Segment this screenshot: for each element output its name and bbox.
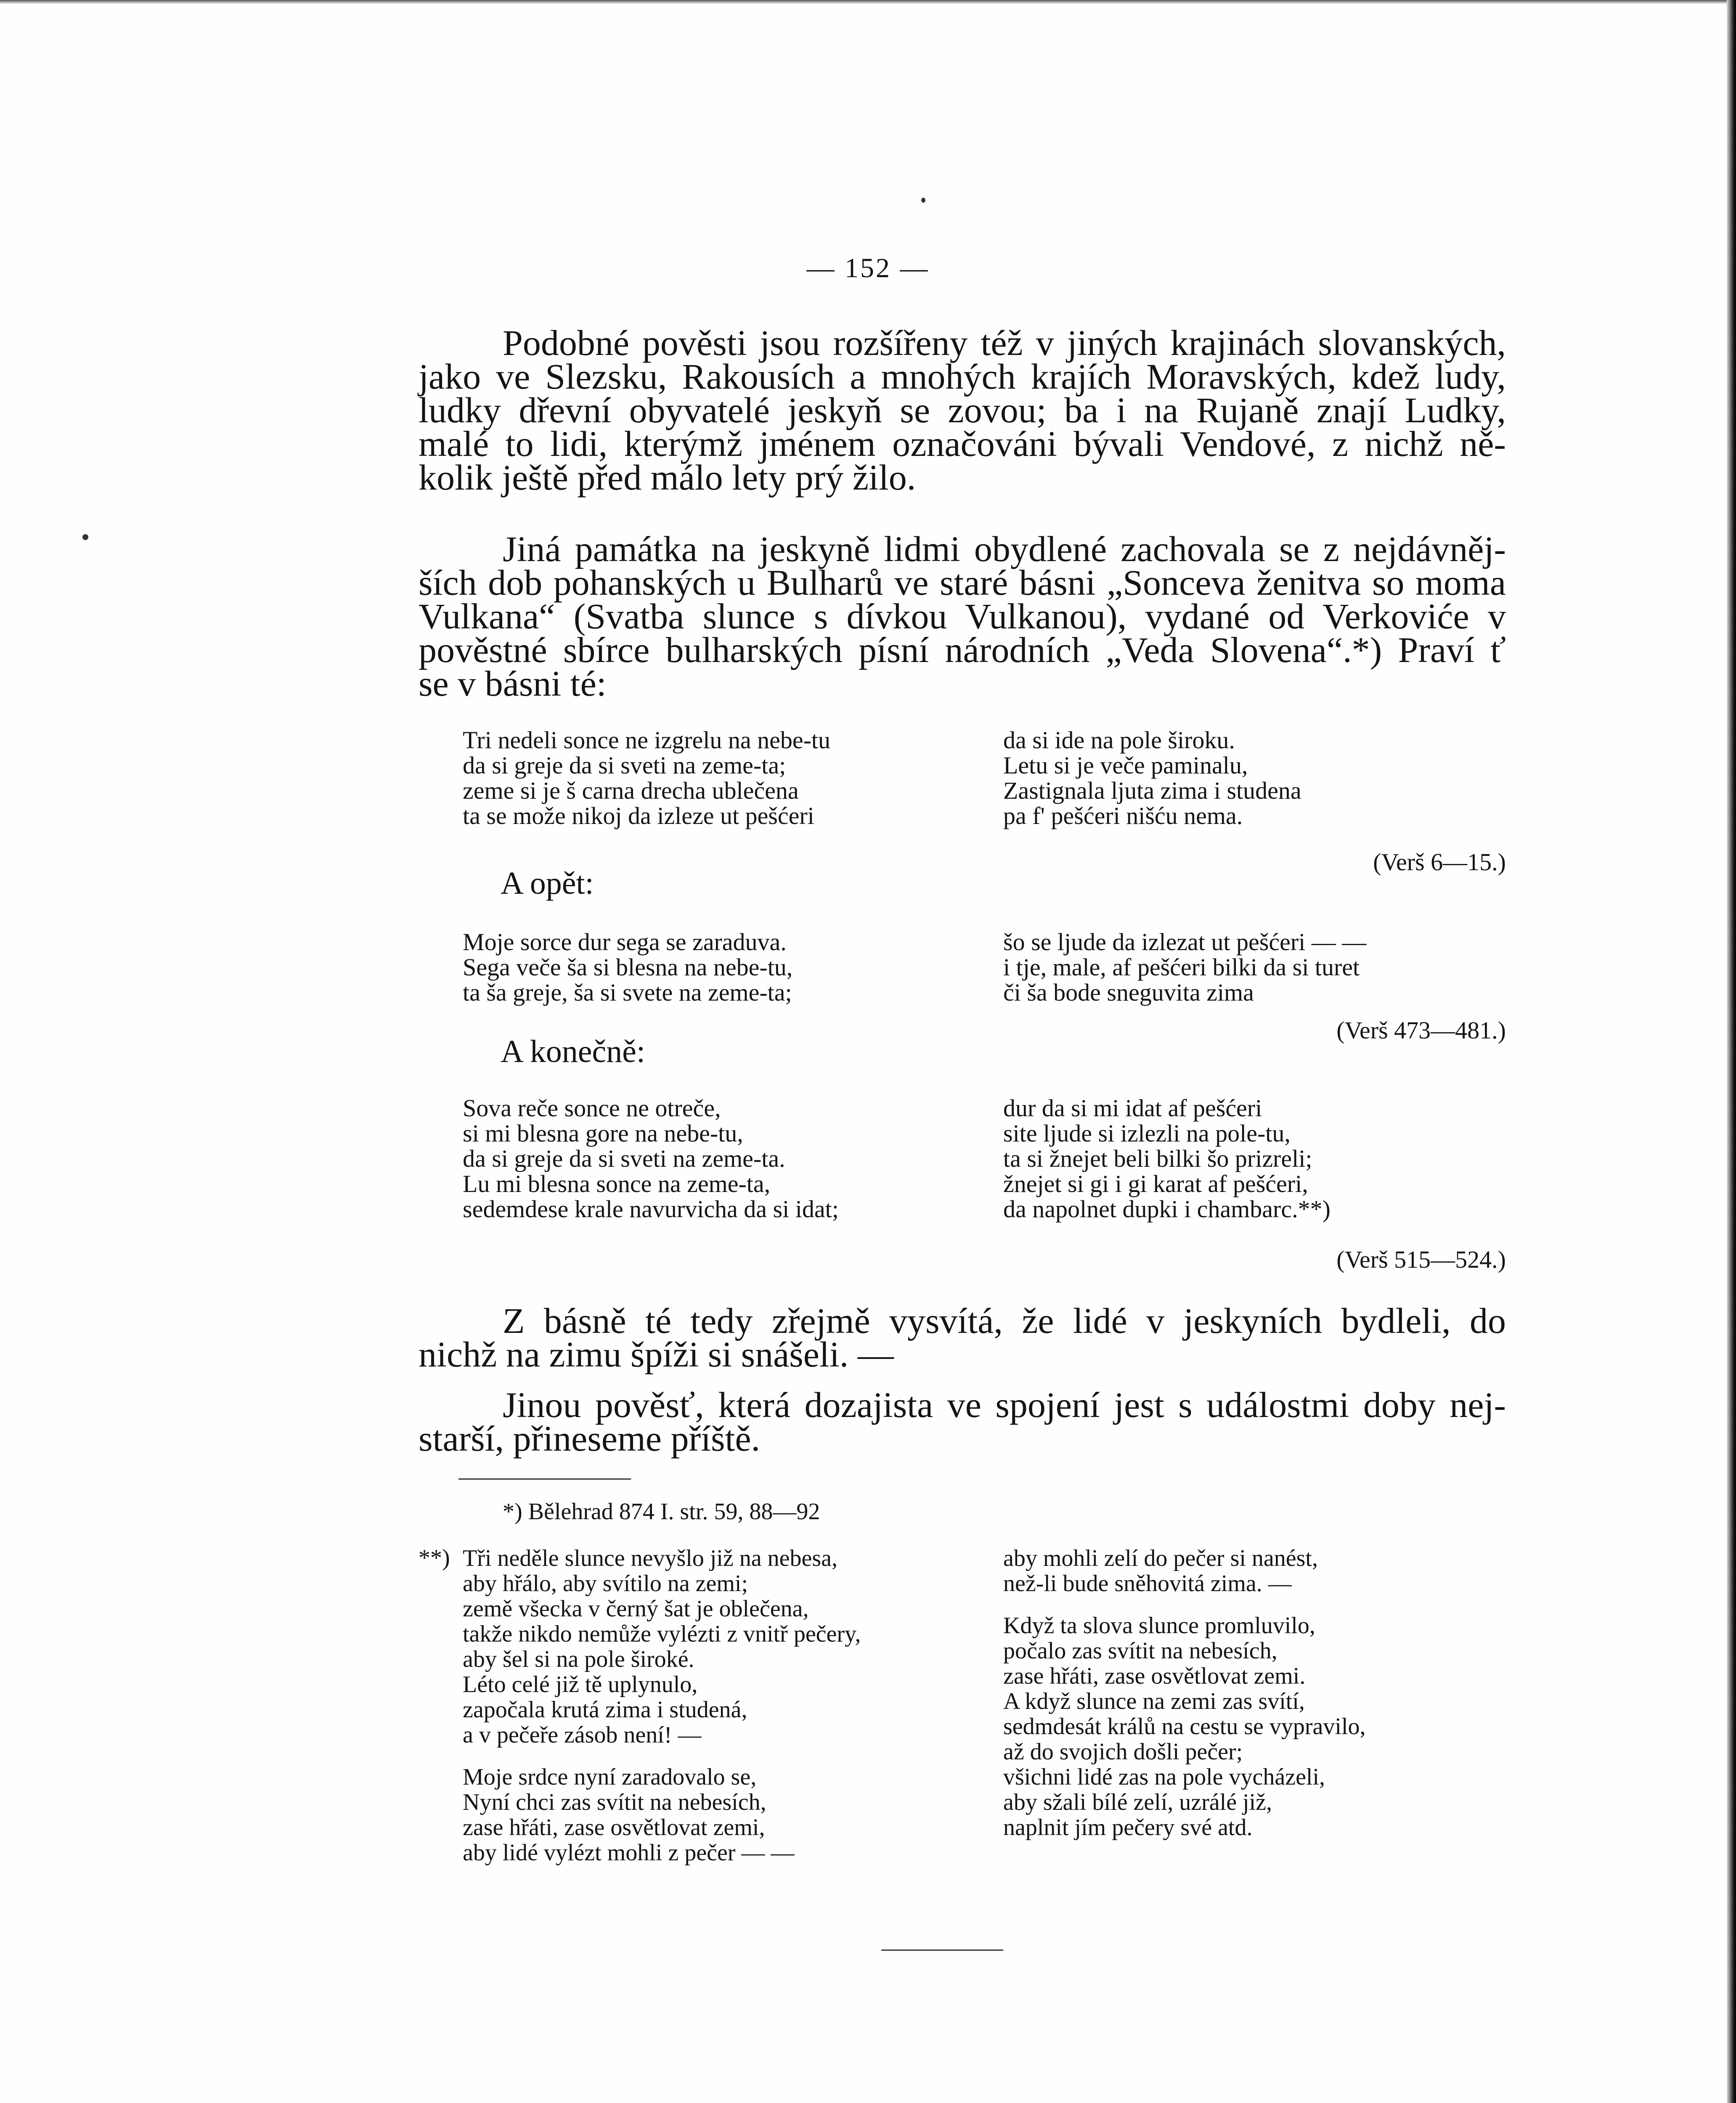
translation-line: Když ta slova slunce promluvilo, bbox=[1003, 1613, 1315, 1639]
translation-line: aby lidé vylézt mohli z pečer — — bbox=[463, 1840, 795, 1866]
verse-line: pa f' pešćeri nišću nema. bbox=[1003, 802, 1243, 829]
translation-line: počalo zas svítit na nebesích, bbox=[1003, 1638, 1277, 1664]
verse-line: ta se može nikoj da izleze ut pešćeri bbox=[463, 802, 814, 829]
footnote-rule bbox=[459, 1478, 631, 1480]
translation-line: aby mohli zelí do pečer si nanést, bbox=[1003, 1545, 1318, 1571]
text-line: Z básně té tedy zřejmě vysvítá, že lidé v jeskyních bydleli, do bbox=[503, 1300, 1506, 1341]
translation-line: země všecka v černý šat je oblečena, bbox=[463, 1596, 809, 1622]
translation-line: A když slunce na zemi zas svítí, bbox=[1003, 1688, 1305, 1714]
text-line: Vulkana“ (Svatba slunce s dívkou Vulkanou), vydané od Verkoviće v bbox=[419, 596, 1506, 636]
paragraph-1 bbox=[419, 323, 1506, 498]
verse-line: site ljude si izlezli na pole-tu, bbox=[1003, 1120, 1291, 1147]
translation-line: Léto celé již tě uplynulo, bbox=[463, 1671, 698, 1698]
verse-line: sedemdese krale navurvicha da si idat; bbox=[463, 1195, 839, 1223]
verse-line: si mi blesna gore na nebe-tu, bbox=[463, 1120, 743, 1147]
verse-line: Tri nedeli sonce ne izgrelu na nebe-tu bbox=[463, 726, 831, 754]
text-line: Jiná památka na jeskyně lidmi obydlené zachovala se z nejdávněj- bbox=[503, 529, 1506, 569]
translation-line: a v pečeře zásob není! — bbox=[463, 1722, 702, 1748]
text-line: pověstné sbírce bulharských písní národních „Veda Slovena“.*) Praví ť bbox=[419, 630, 1506, 670]
verse-line: da si greje da si sveti na zeme-ta; bbox=[463, 752, 786, 779]
verse-line: Sova reče sonce ne otreče, bbox=[463, 1094, 721, 1122]
footnote-2-marker: **) bbox=[419, 1545, 450, 1571]
verse-line: Moje sorce dur sega se zaraduva. bbox=[463, 928, 787, 956]
scan-speck bbox=[921, 198, 925, 203]
verse-line: žnejet si gi i gi karat af pešćeri, bbox=[1003, 1170, 1308, 1197]
footnote-2-left bbox=[463, 1546, 861, 1865]
verse-2-right bbox=[1003, 930, 1366, 1005]
verse-1-left bbox=[463, 728, 830, 829]
verse-line: Zastignala ljuta zima i studena bbox=[1003, 777, 1301, 804]
scan-edge-right bbox=[1727, 0, 1736, 2103]
verse-1-reference: (Verš 6—15.) bbox=[1373, 848, 1506, 876]
paragraph-4 bbox=[419, 1385, 1506, 1459]
text-line: se v básni té: bbox=[419, 663, 607, 704]
paragraph-2 bbox=[419, 529, 1506, 704]
text-line: Podobné pověsti jsou rozšířeny též v jiných krajinách slovanských, bbox=[503, 323, 1506, 363]
translation-line: aby sžali bílé zelí, uzrálé již, bbox=[1003, 1789, 1272, 1815]
heading-again: A opět: bbox=[501, 866, 594, 901]
text-line: Jinou pověsť, která dozajista ve spojení jest s událostmi doby nej- bbox=[503, 1385, 1506, 1425]
translation-line: aby šel si na pole široké. bbox=[463, 1646, 694, 1672]
scan-edge-top bbox=[0, 0, 1736, 4]
footnote-1: *) Bělehrad 874 I. str. 59, 88—92 bbox=[503, 1499, 820, 1525]
verse-3-right bbox=[1003, 1096, 1330, 1222]
verse-2-left bbox=[463, 930, 792, 1005]
translation-line: až do svojich došli pečer; bbox=[1003, 1739, 1243, 1765]
translation-line: zase hřáti, zase osvětlovat zemi. bbox=[1003, 1663, 1306, 1689]
translation-line: zase hřáti, zase osvětlovat zemi, bbox=[463, 1814, 765, 1841]
text-line: malé to lidi, kterýmž jménem označováni bývali Vendové, z nichž ně- bbox=[419, 424, 1506, 464]
text-line: ludky dřevní obyvatelé jeskyň se zovou; ba i na Rujaně znají Ludky, bbox=[419, 390, 1506, 430]
verse-1-right bbox=[1003, 728, 1301, 829]
translation-line: všichni lidé zas na pole vycházeli, bbox=[1003, 1764, 1325, 1790]
translation-line: takže nikdo nemůže vylézti z vnitř pečery, bbox=[463, 1621, 861, 1647]
text-line: starší, přineseme příště. bbox=[419, 1418, 761, 1459]
translation-line: sedmdesát králů na cestu se vypravilo, bbox=[1003, 1714, 1366, 1740]
verse-line: šo se ljude da izlezat ut pešćeri — — bbox=[1003, 928, 1367, 956]
verse-2-reference: (Verš 473—481.) bbox=[1336, 1017, 1506, 1044]
text-line: kolik ještě před málo lety prý žilo. bbox=[419, 457, 916, 498]
verse-3-left bbox=[463, 1096, 839, 1222]
scan-speck bbox=[82, 534, 88, 540]
footnote-2-right bbox=[1003, 1546, 1366, 1840]
page-number: — 152 — bbox=[806, 253, 930, 283]
text-line: jako ve Slezsku, Rakousích a mnohých krajích Moravských, kdež ludy, bbox=[419, 356, 1506, 397]
stanza-gap bbox=[463, 1748, 861, 1764]
verse-line: da si ide na pole široku. bbox=[1003, 726, 1235, 754]
translation-line: Nyní chci zas svítit na nebesích, bbox=[463, 1789, 766, 1815]
text-line: ších dob pohanských u Bulharů ve staré básni „Sonceva ženitva so moma bbox=[419, 562, 1506, 603]
end-rule bbox=[881, 1949, 1003, 1951]
verse-line: dur da si mi idat af pešćeri bbox=[1003, 1094, 1262, 1122]
verse-line: či ša bode sneguvita zima bbox=[1003, 979, 1254, 1006]
verse-line: i tje, male, af pešćeri bilki da si turet bbox=[1003, 954, 1360, 981]
verse-line: Letu si je veče paminalu, bbox=[1003, 752, 1248, 779]
stanza-gap bbox=[1003, 1596, 1366, 1613]
verse-line: da si greje da si sveti na zeme-ta. bbox=[463, 1145, 785, 1172]
verse-line: zeme si je š carna drecha ublečena bbox=[463, 777, 799, 804]
text-line: nichž na zimu špíži si snášeli. — bbox=[419, 1334, 894, 1375]
verse-line: da napolnet dupki i chambarc.**) bbox=[1003, 1195, 1330, 1223]
translation-line: aby hřálo, aby svítilo na zemi; bbox=[463, 1571, 748, 1597]
verse-line: ta si žnejet beli bilki šo prizreli; bbox=[1003, 1145, 1312, 1172]
verse-line: Sega veče ša si blesna na nebe-tu, bbox=[463, 954, 793, 981]
paragraph-3 bbox=[419, 1300, 1506, 1375]
translation-line: než-li bude sněhovitá zima. — bbox=[1003, 1571, 1292, 1597]
verse-line: Lu mi blesna sonce na zeme-ta, bbox=[463, 1170, 771, 1197]
verse-3-reference: (Verš 515—524.) bbox=[1336, 1246, 1506, 1273]
verse-line: ta ša greje, ša si svete na zeme-ta; bbox=[463, 979, 792, 1006]
translation-line: Tři neděle slunce nevyšlo již na nebesa, bbox=[463, 1545, 838, 1571]
translation-line: započala krutá zima i studená, bbox=[463, 1697, 747, 1723]
translation-line: naplnit jím pečery své atd. bbox=[1003, 1814, 1253, 1841]
translation-line: Moje srdce nyní zaradovalo se, bbox=[463, 1764, 757, 1790]
heading-finally: A konečně: bbox=[501, 1034, 646, 1069]
